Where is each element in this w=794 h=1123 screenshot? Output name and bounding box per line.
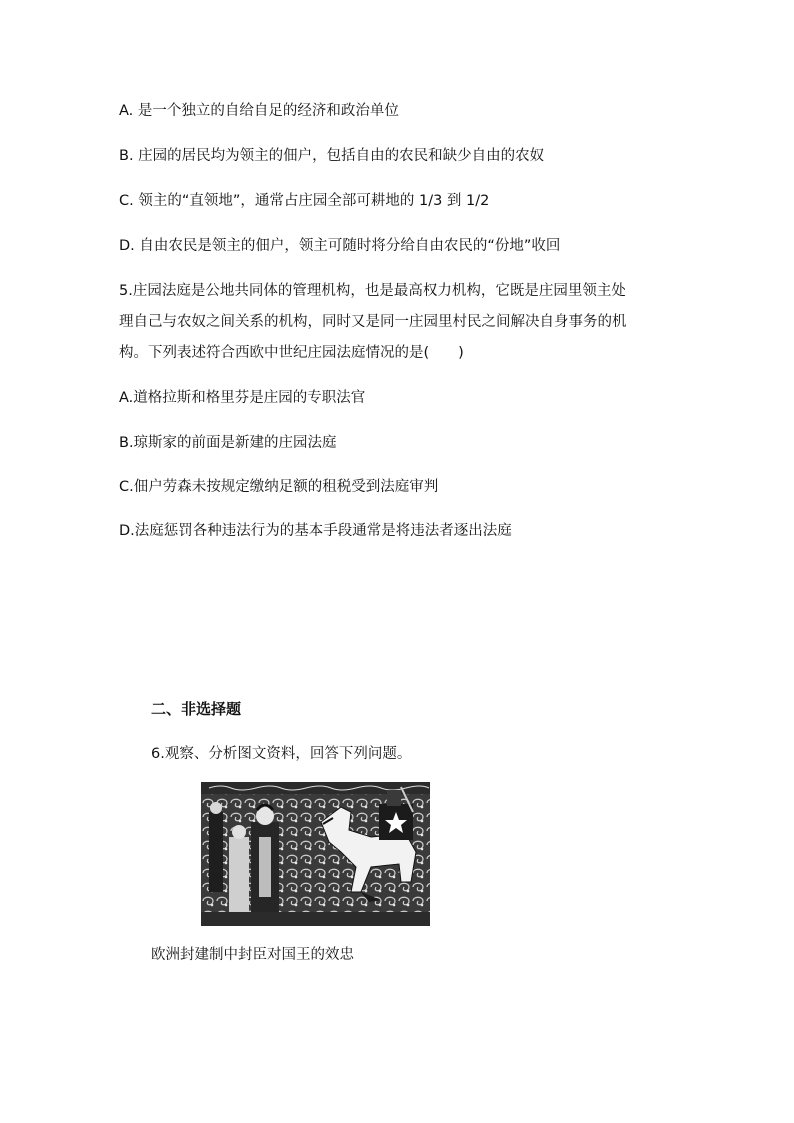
q6-stem: 6.观察、分析图文资料，回答下列问题。 <box>151 746 412 762</box>
q4-option-a: A. 是一个独立的自给自足的经济和政治单位 <box>119 103 399 119</box>
tapestry-illustration <box>201 782 430 926</box>
section-title: 二、非选择题 <box>151 700 242 718</box>
q4-option-c: C. 领主的“直领地”，通常占庄园全部可耕地的 1/3 到 1/2 <box>119 193 490 209</box>
figure-caption: 欧洲封建制中封臣对国王的效忠 <box>151 947 354 963</box>
q4-option-b: B. 庄园的居民均为领主的佃户，包括自由的农民和缺少自由的农奴 <box>119 148 545 164</box>
q5-stem-line-2: 理自己与农奴之间关系的机构，同时又是同一庄园里村民之间解决自身事务的机 <box>119 314 627 330</box>
q4-option-d: D. 自由农民是领主的佃户，领主可随时将分给自由农民的“份地”收回 <box>119 238 561 254</box>
q5-option-c: C.佃户劳森未按规定缴纳足额的租税受到法庭审判 <box>119 479 439 495</box>
q5-option-a: A.道格拉斯和格里芬是庄园的专职法官 <box>119 390 366 406</box>
q5-option-b: B.琼斯家的前面是新建的庄园法庭 <box>119 435 337 451</box>
q5-option-d: D.法庭惩罚各种违法行为的基本手段通常是将违法者逐出法庭 <box>119 523 512 539</box>
q5-stem-line-1: 5.庄园法庭是公地共同体的管理机构，也是最高权力机构，它既是庄园里领主处 <box>119 283 626 299</box>
q5-stem-line-3: 构。下列表述符合西欧中世纪庄园法庭情况的是( ) <box>119 345 464 361</box>
